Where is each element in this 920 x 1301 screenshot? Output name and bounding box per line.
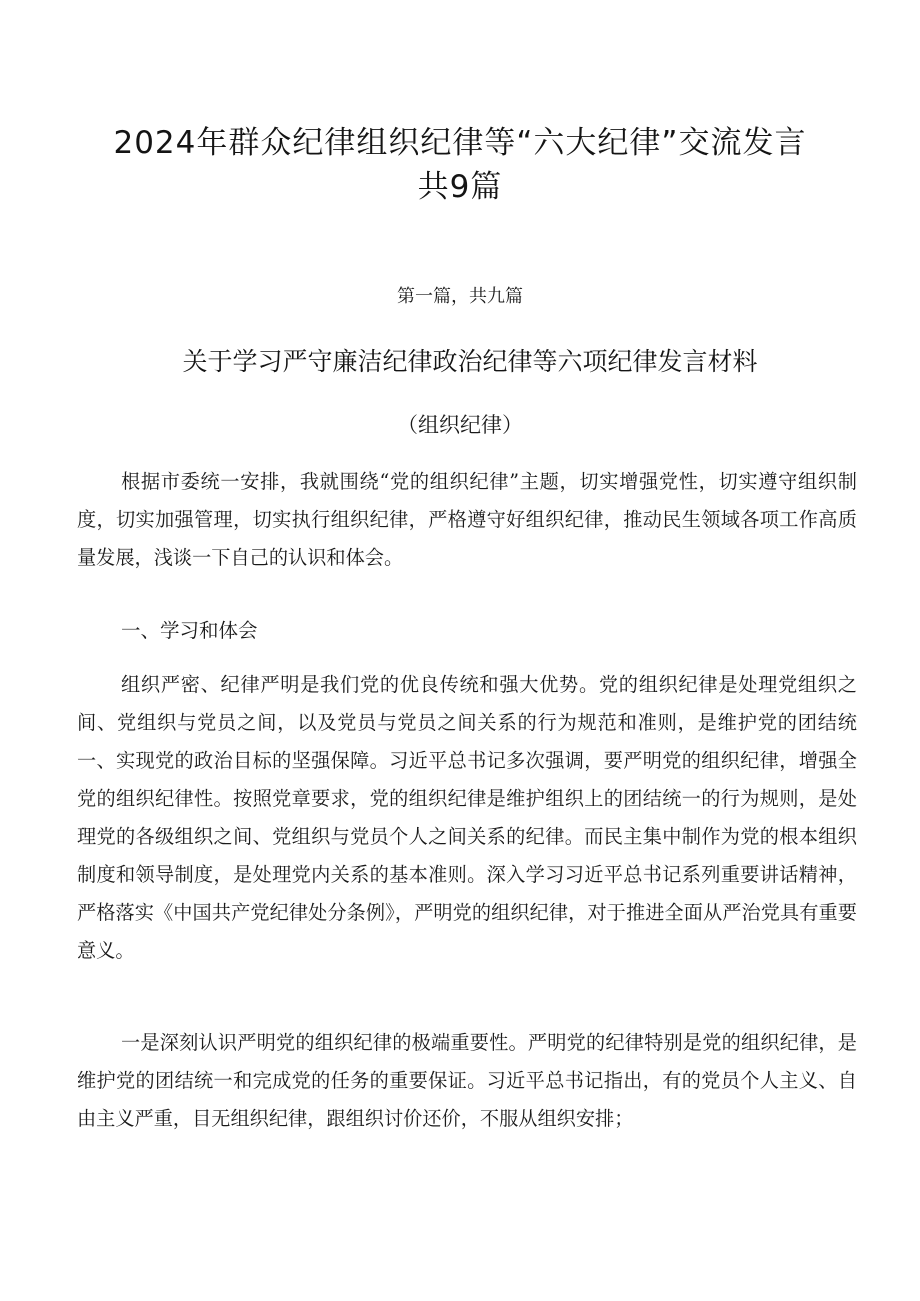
chapter-label: 第一篇，共九篇: [397, 286, 523, 307]
section-subtitle: （组织纪律）: [397, 413, 523, 437]
paragraph-two: 组织严密、纪律严明是我们党的优良传统和强大优势。党的组织纪律是处理党组织之间、党组织与党员之间，以及党员与党员之间关系的行为规范和准则，是维护党的团结统一、实现党的政治目标的坚强保障。习近平总书记多次强调，要严明党的组织纪律，增强全党的组织纪律性。按照党章要求，党的组织纪律是维护组织上的团结统一的行为规则，是处理党的各级组织之间、党组织与党员个人之间关系的纪律。而民主集中制作为党的根本组织制度和领导制度，是处理党内关系的基本准则。深入学习习近平总书记系列重要讲话精神，严格落实《中国共产党纪律处分条例》，严明党的组织纪律，对于推进全面从严治党具有重要意义。: [77, 673, 857, 962]
document-title-line2: 共9篇: [417, 169, 503, 205]
document-title-line1: 2024年群众纪律组织纪律等“六大纪律”交流发言: [113, 125, 807, 161]
paragraph-three: 一是深刻认识严明党的组织纪律的极端重要性。严明党的纪律特别是党的组织纪律，是维护党的团结统一和完成党的任务的重要保证。习近平总书记指出，有的党员个人主义、自由主义严重，目无组织纪律，跟组织讨价还价，不服从组织安排；: [77, 1031, 857, 1130]
section-title: 关于学习严守廉洁纪律政治纪律等六项纪律发言材料: [182, 347, 758, 376]
paragraph-intro: 根据市委统一安排，我就围绕“党的组织纪律”主题，切实增强党性，切实遵守组织制度，切实加强管理，切实执行组织纪律，严格遵守好组织纪律，推动民生领域各项工作高质量发展，浅谈一下自己的认识和体会。: [77, 470, 857, 569]
section-heading-one: 一、学习和体会: [121, 619, 258, 642]
